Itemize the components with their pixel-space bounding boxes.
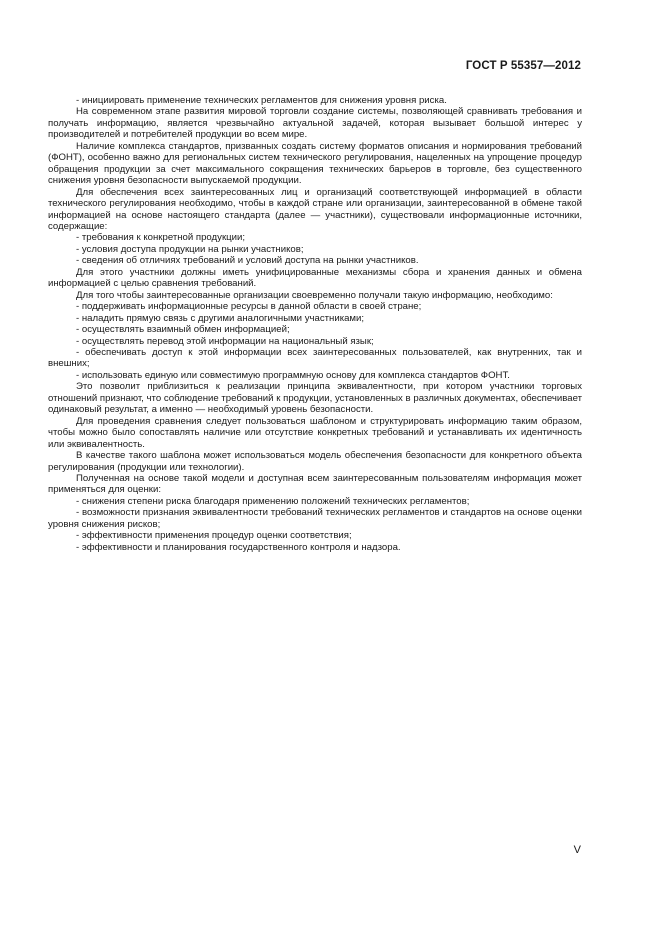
paragraph: Для проведения сравнения следует пользоваться шаблоном и структурировать информацию таким образом, чтобы можно было сопоставлять наличие или отсутствие конкретных требований и устанавливать их идентичность или эквивалентность. [48,415,582,450]
list-item: - сведения об отличиях требований и условий доступа на рынки участников. [76,255,419,267]
list-item: - эффективности и планирования государственного контроля и надзора. [76,541,401,553]
paragraph: В качестве такого шаблона может использоваться модель обеспечения безопасности для конкретного объекта регулирования (продукции или технологии). [48,450,582,473]
paragraph: Для этого участники должны иметь унифицированные механизмы сбора и хранения данных и обмена информацией с целью сравнения требований. [48,266,582,290]
document-body [48,95,582,553]
list-item: - поддерживать информационные ресурсы в данной области в своей стране; [76,301,422,313]
paragraph: Наличие комплекса стандартов, призванных создать систему форматов описания и нормирования требований (ФОНТ), особенно важно для региональных систем технического регулирования, нацеленных на упрощение процедур обращения продукции за счет максимального сокращения технических барьеров в торговле, без существенного снижения уровня безопасности выпускаемой продукции. [48,140,582,187]
page-number: V [573,844,581,856]
list-item: - снижения степени риска благодаря применению положений технических регламентов; [76,495,470,507]
list-item: - эффективности применения процедур оценки соответствия; [76,530,352,542]
list-item: - условия доступа продукции на рынки участников; [76,243,304,255]
list-item: - требования к конкретной продукции; [76,232,246,244]
paragraph: - инициировать применение технических регламентов для снижения уровня риска. [76,95,447,106]
paragraph: Для того чтобы заинтересованные организации своевременно получали такую информацию, необходимо: [76,289,553,301]
list-item: - наладить прямую связь с другими аналогичными участниками; [76,312,365,324]
list-item: - использовать единую или совместимую программную основу для комплекса стандартов ФОНТ. [76,369,510,381]
paragraph: На современном этапе развития мировой торговли создание системы, позволяющей сравнивать требования и получать информацию, является чрезвычайно актуальной задачей, которая вызывает большой интерес у производителей и потребителей продукции во всем мире. [48,106,582,141]
list-item: - осуществлять перевод этой информации на национальный язык; [76,335,374,347]
list-item: - возможности признания эквивалентности требований технических регламентов и стандартов на основе оценки уровня снижения рисков; [48,507,582,530]
paragraph: Это позволит приблизиться к реализации принципа эквивалентности, при котором участники торговых отношений признают, что соблюдение требований к продукции, установленных в различных документах, обеспечивает одинаковый результат, а именно — необходимый уровень безопасности. [48,381,582,416]
list-item: - обеспечивать доступ к этой информации всех заинтересованных пользователей, как внутренних, так и внешних; [48,346,582,370]
document-standard-id: ГОСТ Р 55357—2012 [465,60,581,72]
list-item: - осуществлять взаимный обмен информацией; [76,324,290,336]
paragraph: Полученная на основе такой модели и доступная всем заинтересованным пользователям информация может применяться для оценки: [48,472,582,496]
paragraph: Для обеспечения всех заинтересованных лиц и организаций соответствующей информацией в области технического регулирования необходимо, чтобы в каждой стране или организации, заинтересованной в обмене такой информацией на основе настоящего стандарта (далее — участники), существовали информационные источники, содержащие: [48,186,582,232]
